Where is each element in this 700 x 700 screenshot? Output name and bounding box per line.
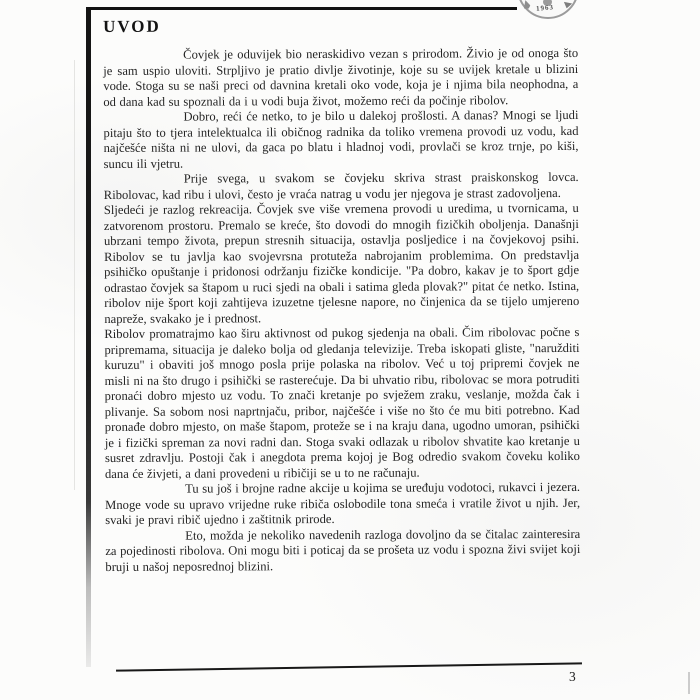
page-number: 3 bbox=[569, 669, 576, 684]
page-crease bbox=[74, 60, 75, 490]
paragraph-7: Eto, možda je nekoliko navedenih razloga dovoljno da se čitalac zainteresira za pojedinosti ribolova. Oni mogu biti i poticaj da se prošeta uz vodu i spozna živi svijet koji bruji u našoj neposrednoj blizini. bbox=[105, 526, 581, 574]
header-rule bbox=[88, 7, 517, 10]
paragraph-1: Čovjek je oduvijek bio neraskidivo vezan s prirodom. Živio je od onoga što je sam uspio uloviti. Strpljivo je pratio divlje životinje, koje su se uvijek kretale u blizini vode. Stoga su se naši preci od davnina kretali oko vode, koja je i njima bila neophodna, a od dana kad su spoznali da i u vodi buja život, možemo reći da počinje ribolov. bbox=[103, 45, 579, 109]
paragraph-5: Ribolov promatrajmo kao širu aktivnost od pukog sjedenja na obali. Čim ribolovac počne s pripremama, situacija je daleko bolja od gledanja televizije. Treba iskopati gliste, "naružditi kuruzu" i obaviti još mnogo posla prije polaska na ribolov. Već u toj pripremi čovjek ne misli ni na što drugo i psihički se rasterećuje. Da bi uhvatio ribu, ribolovac se mora potruditi pronaći dobro mjesto uz vodu. To znači kretanje po svježem zraku, veslanje, možda čak i plivanje. Sa sobom nosi naprtnjaču, pribor, najčešće i više no što će mu biti potrebno. Kad pronađe dobro mjesto, on maše štapom, proteže se i na kraju dana, ugodno umoran, psihički je i fizički spreman za novi radni dan. Stoga svaki odlazak u ribolov shvatite kao kretanje u susret zdravlju. Postoji čak i anegdota prema kojoj je Bog odredio svakom čoveku koliko dana će živjeti, a dani provedeni u ribičiji se u to ne računaju. bbox=[104, 324, 580, 481]
paragraph-2: Dobro, reći će netko, to je bilo u dalekoj prošlosti. A danas? Mnogi se ljudi pitaju što to tjera intelektualca ili običnog radnika da toliko vremena provodi uz vodu, kad najčešće ništa ni ne ulovi, da gaca po blatu i hladnoj vodi, provlači se kroz trnje, po kiši, suncu ili vjetru. bbox=[103, 107, 579, 171]
scan-edge-artifact bbox=[688, 672, 690, 694]
scan-gutter-edge bbox=[86, 7, 91, 667]
footer-rule bbox=[116, 662, 582, 671]
page-content bbox=[103, 15, 580, 575]
stamp-year: 1963 bbox=[535, 3, 555, 13]
paragraph-3: Prije svega, u svakom se čovjeku skriva strast praiskonskog lovca. Ribolovac, kad ribu i ulovi, često je vraća natrag u vodu jer njegova je strast zadovoljena. bbox=[103, 169, 579, 202]
paragraph-6: Tu su još i brojne radne akcije u kojima se uređuju vodotoci, rukavci i jezera. Mnoge vode su upravo vrijedne ruke ribiča oslobodile tona smeća i vratile život u njih. Jer, svaki je pravi ribič ujedno i zaštitnik prirode. bbox=[105, 479, 581, 527]
page-title: UVOD bbox=[103, 16, 161, 36]
paragraph-4: Sljedeći je razlog rekreacija. Čovjek sve više vremena provodi u uredima, u tvornicama, u zatvorenom prostoru. Premalo se kreće, što dovodi do mnogih fizičkih oboljenja. Današnji ubrzani tempo života, prepun stresnih situacija, ostavlja posljedice i na čovjekovoj psihi. Ribolov se tu javlja kao svojevrsna protuteža nabrojanim problemima. On predstavlja psihičko opuštanje i pridonosi održanju fizičke kondicije. "Pa dobro, kakav je to šport gdje odrastao čovjek sa štapom u ruci sjedi na obali i satima gleda plovak?" pitat će netko. Istina, ribolov nije šport koji zahtijeva izuzetne tjelesne napore, no činjenica da se tijelo umjereno napreže, svakako je i prednost. bbox=[103, 200, 580, 326]
